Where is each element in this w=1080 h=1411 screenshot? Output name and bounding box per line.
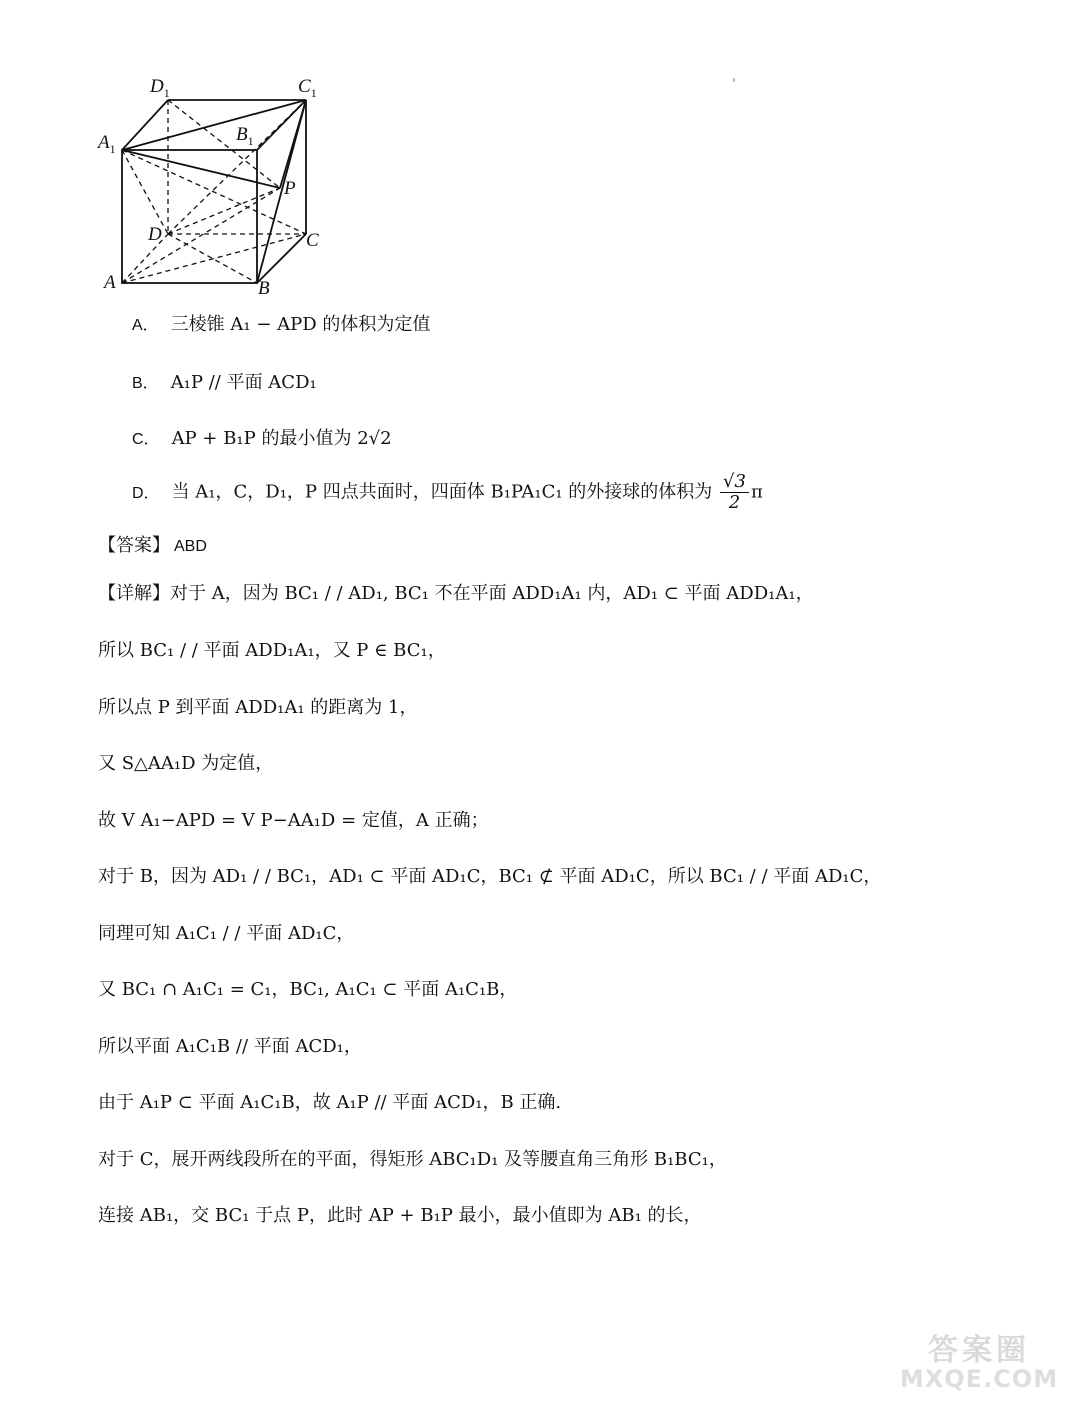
option-b: B． A₁P // 平面 ACD₁ (132, 372, 317, 393)
front-face (122, 150, 257, 283)
label-b: B (258, 278, 270, 299)
detail-line-8: 又 BC₁ ∩ A₁C₁ = C₁，BC₁, A₁C₁ ⊂ 平面 A₁C₁B， (98, 979, 518, 1000)
stray-mark (733, 78, 735, 82)
option-a: A． 三棱锥 A₁ − APD 的体积为定值 (132, 314, 431, 335)
detail-line-11: 对于 C，展开两线段所在的平面，得矩形 ABC₁D₁ 及等腰直角三角形 B₁BC₁， (98, 1149, 727, 1170)
edge-a1-d1 (122, 100, 168, 150)
detail-line-9: 所以平面 A₁C₁B // 平面 ACD₁， (98, 1036, 362, 1057)
detail-line-4: 又 S△AA₁D 为定值， (98, 753, 274, 774)
diag-a1-c1 (122, 100, 306, 150)
label-a: A (104, 272, 116, 293)
answer-line: 【答案】 ABD (98, 535, 207, 556)
label-c: C (306, 230, 319, 251)
detail-line-3: 所以点 P 到平面 ADD₁A₁ 的距离为 1， (98, 697, 418, 718)
detail-line-1: 【详解】对于 A，因为 BC₁ / / AD₁, BC₁ 不在平面 ADD₁A₁ 内，AD₁ ⊂ 平面 ADD₁A₁， (98, 583, 814, 604)
detail-line-5: 故 V A₁−APD = V P−AA₁D = 定值，A 正确； (98, 810, 489, 831)
detail-line-12: 连接 AB₁，交 BC₁ 于点 P，此时 AP + B₁P 最小，最小值即为 AB₁ 的长， (98, 1205, 702, 1226)
label-b1: $B_1$ (236, 124, 254, 148)
detail-line-6: 对于 B，因为 AD₁ / / BC₁，AD₁ ⊂ 平面 AD₁C，BC₁ ⊄ 平面 AD₁C，所以 BC₁ / / 平面 AD₁C， (98, 866, 882, 887)
label-p: P (284, 178, 296, 199)
label-d: D (148, 224, 162, 245)
label-c1: $C_1$ (298, 76, 317, 100)
option-c: C． AP + B₁P 的最小值为 2√2 (132, 428, 392, 449)
cube-diagram (96, 70, 336, 300)
label-d1: $D_1$ (150, 76, 170, 100)
option-d: D． 当 A₁，C，D₁，P 四点共面时，四面体 B₁PA₁C₁ 的外接球的体积为 $\frac{√3}{2}$ π (132, 471, 763, 513)
detail-line-10: 由于 A₁P ⊂ 平面 A₁C₁B，故 A₁P // 平面 ACD₁，B 正确. (98, 1092, 562, 1113)
detail-line-7: 同理可知 A₁C₁ / / 平面 AD₁C， (98, 923, 355, 944)
watermark-logo: 答案圈 MXQE.COM (899, 1333, 1059, 1393)
fraction: $\frac{√3}{2}$ (720, 472, 749, 513)
label-a1: $A_1$ (98, 132, 116, 156)
cube-figure (96, 70, 336, 300)
detail-line-2: 所以 BC₁ / / 平面 ADD₁A₁，又 P ∈ BC₁， (98, 640, 446, 661)
hidden-edges (122, 100, 306, 283)
